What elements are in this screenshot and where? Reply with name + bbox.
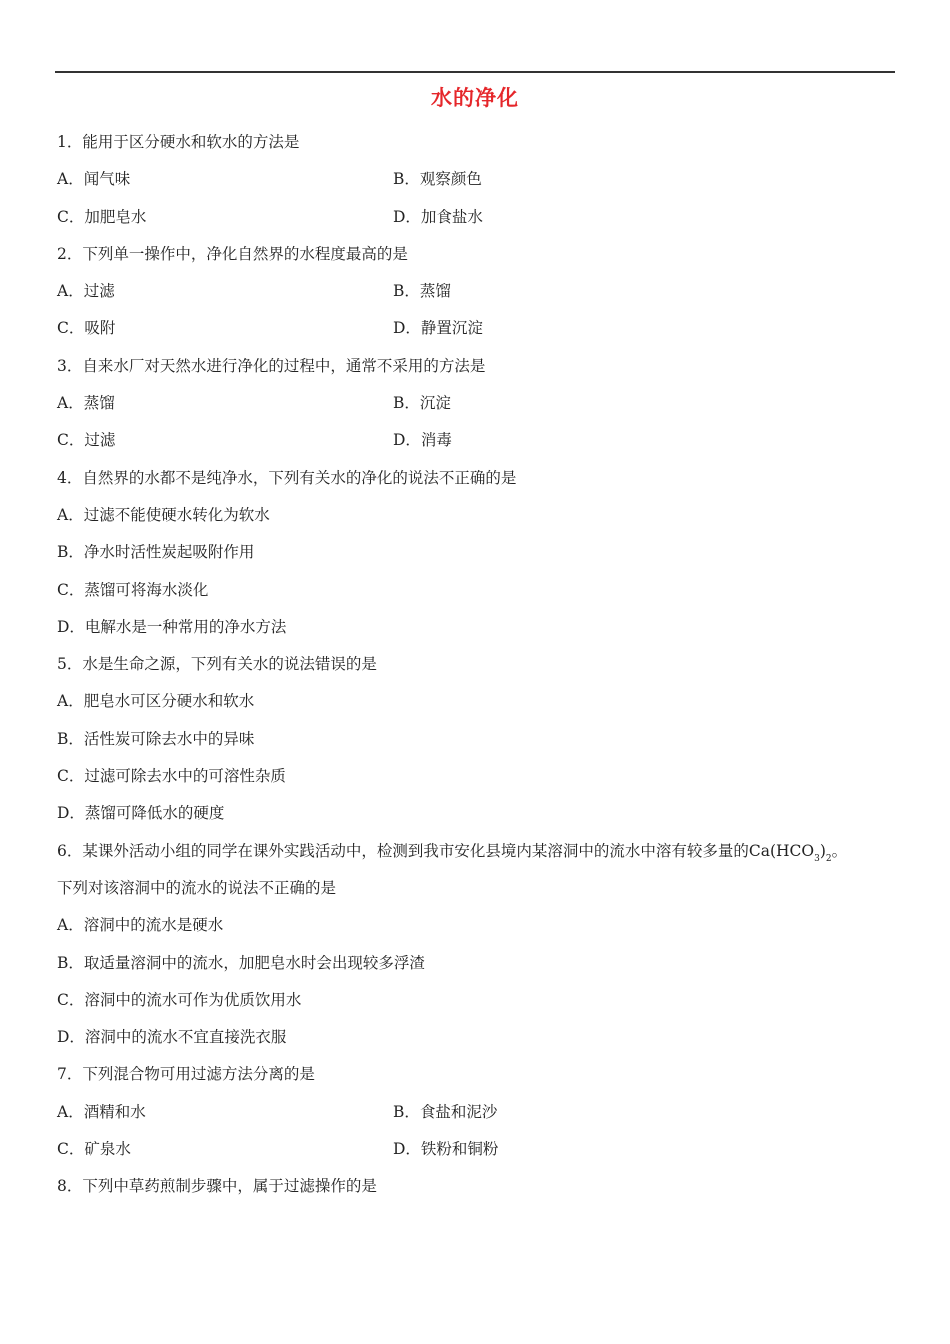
question-6-option-c: C．溶洞中的流水可作为优质饮用水 [57, 990, 302, 1009]
question-1-options-row-1 [57, 161, 897, 198]
question-5-option-a: A．肥皂水可区分硬水和软水 [57, 692, 255, 711]
question-6-stem-end: 。 [831, 841, 848, 860]
question-1-option-a: A．闻气味 [57, 170, 131, 189]
question-1-option-c: C．加肥皂水 [57, 207, 147, 226]
question-7-option-c: C．矿泉水 [57, 1140, 131, 1159]
question-5-option-b: B．活性炭可除去水中的异味 [57, 729, 255, 748]
question-1-option-d: D．加食盐水 [393, 207, 483, 226]
question-3-stem: 3．自来水厂对天然水进行净化的过程中，通常不采用的方法是 [57, 356, 486, 375]
question-6-stem-text: 6．某课外活动小组的同学在课外实践活动中，检测到我市安化县境内某溶洞中的流水中溶有较多量的Ca(HCO [57, 841, 815, 860]
question-7-option-b: B．食盐和泥沙 [393, 1102, 498, 1121]
question-1-option-b: B．观察颜色 [393, 170, 482, 189]
question-7-option-a: A．酒精和水 [57, 1102, 146, 1121]
question-7-options-row-2 [57, 1131, 897, 1168]
question-1-stem: 1．能用于区分硬水和软水的方法是 [57, 133, 300, 151]
question-6-option-a: A．溶洞中的流水是硬水 [57, 916, 224, 935]
question-6-stem-line-2: 下列对该溶洞中的流水的说法不正确的是 [57, 878, 337, 897]
question-2-option-a: A．过滤 [57, 282, 115, 301]
question-5-option-c: C．过滤可除去水中的可溶性杂质 [57, 767, 286, 786]
question-3-options-row-2 [57, 422, 897, 459]
question-1-options-row-2 [57, 199, 897, 236]
question-4-option-a: A．过滤不能使硬水转化为软水 [57, 505, 270, 524]
question-6-option-d: D．溶洞中的流水不宜直接洗衣服 [57, 1028, 287, 1047]
question-list [57, 124, 897, 1206]
question-3-option-c: C．过滤 [57, 431, 116, 450]
question-8-stem: 8．下列中草药煎制步骤中，属于过滤操作的是 [57, 1177, 377, 1196]
question-2-options-row-2 [57, 310, 897, 347]
question-5-stem: 5．水是生命之源，下列有关水的说法错误的是 [57, 655, 377, 674]
formula-subscript-3: 3 [814, 853, 820, 864]
question-3-options-row-1 [57, 385, 897, 422]
formula-subscript-2: 2 [825, 853, 832, 864]
question-2-option-c: C．吸附 [57, 319, 116, 338]
question-4-option-c: C．蒸馏可将海水淡化 [57, 580, 209, 599]
question-7-option-d: D．铁粉和铜粉 [393, 1140, 499, 1159]
question-2-stem: 2．下列单一操作中，净化自然界的水程度最高的是 [57, 244, 408, 263]
question-4-stem: 4．自然界的水都不是纯净水，下列有关水的净化的说法不正确的是 [57, 468, 517, 487]
question-2-options-row-1 [57, 273, 897, 310]
question-5-option-d: D．蒸馏可降低水的硬度 [57, 804, 225, 823]
question-2-option-d: D．静置沉淀 [393, 319, 483, 338]
page-title: 水的净化 [431, 86, 519, 110]
question-3-option-d: D．消毒 [393, 431, 452, 450]
question-3-option-b: B．沉淀 [393, 394, 451, 413]
question-2-option-b: B．蒸馏 [393, 282, 451, 301]
top-rule [55, 71, 895, 73]
question-4-option-d: D．电解水是一种常用的净水方法 [57, 617, 287, 636]
question-7-options-row-1 [57, 1094, 897, 1131]
question-6-stem [57, 833, 897, 870]
question-3-option-a: A．蒸馏 [57, 394, 115, 413]
question-4-option-b: B．净水时活性炭起吸附作用 [57, 543, 255, 562]
formula-close-paren: ) [819, 841, 826, 860]
question-7-stem: 7．下列混合物可用过滤方法分离的是 [57, 1065, 315, 1084]
question-6-option-b: B．取适量溶洞中的流水，加肥皂水时会出现较多浮渣 [57, 953, 425, 972]
